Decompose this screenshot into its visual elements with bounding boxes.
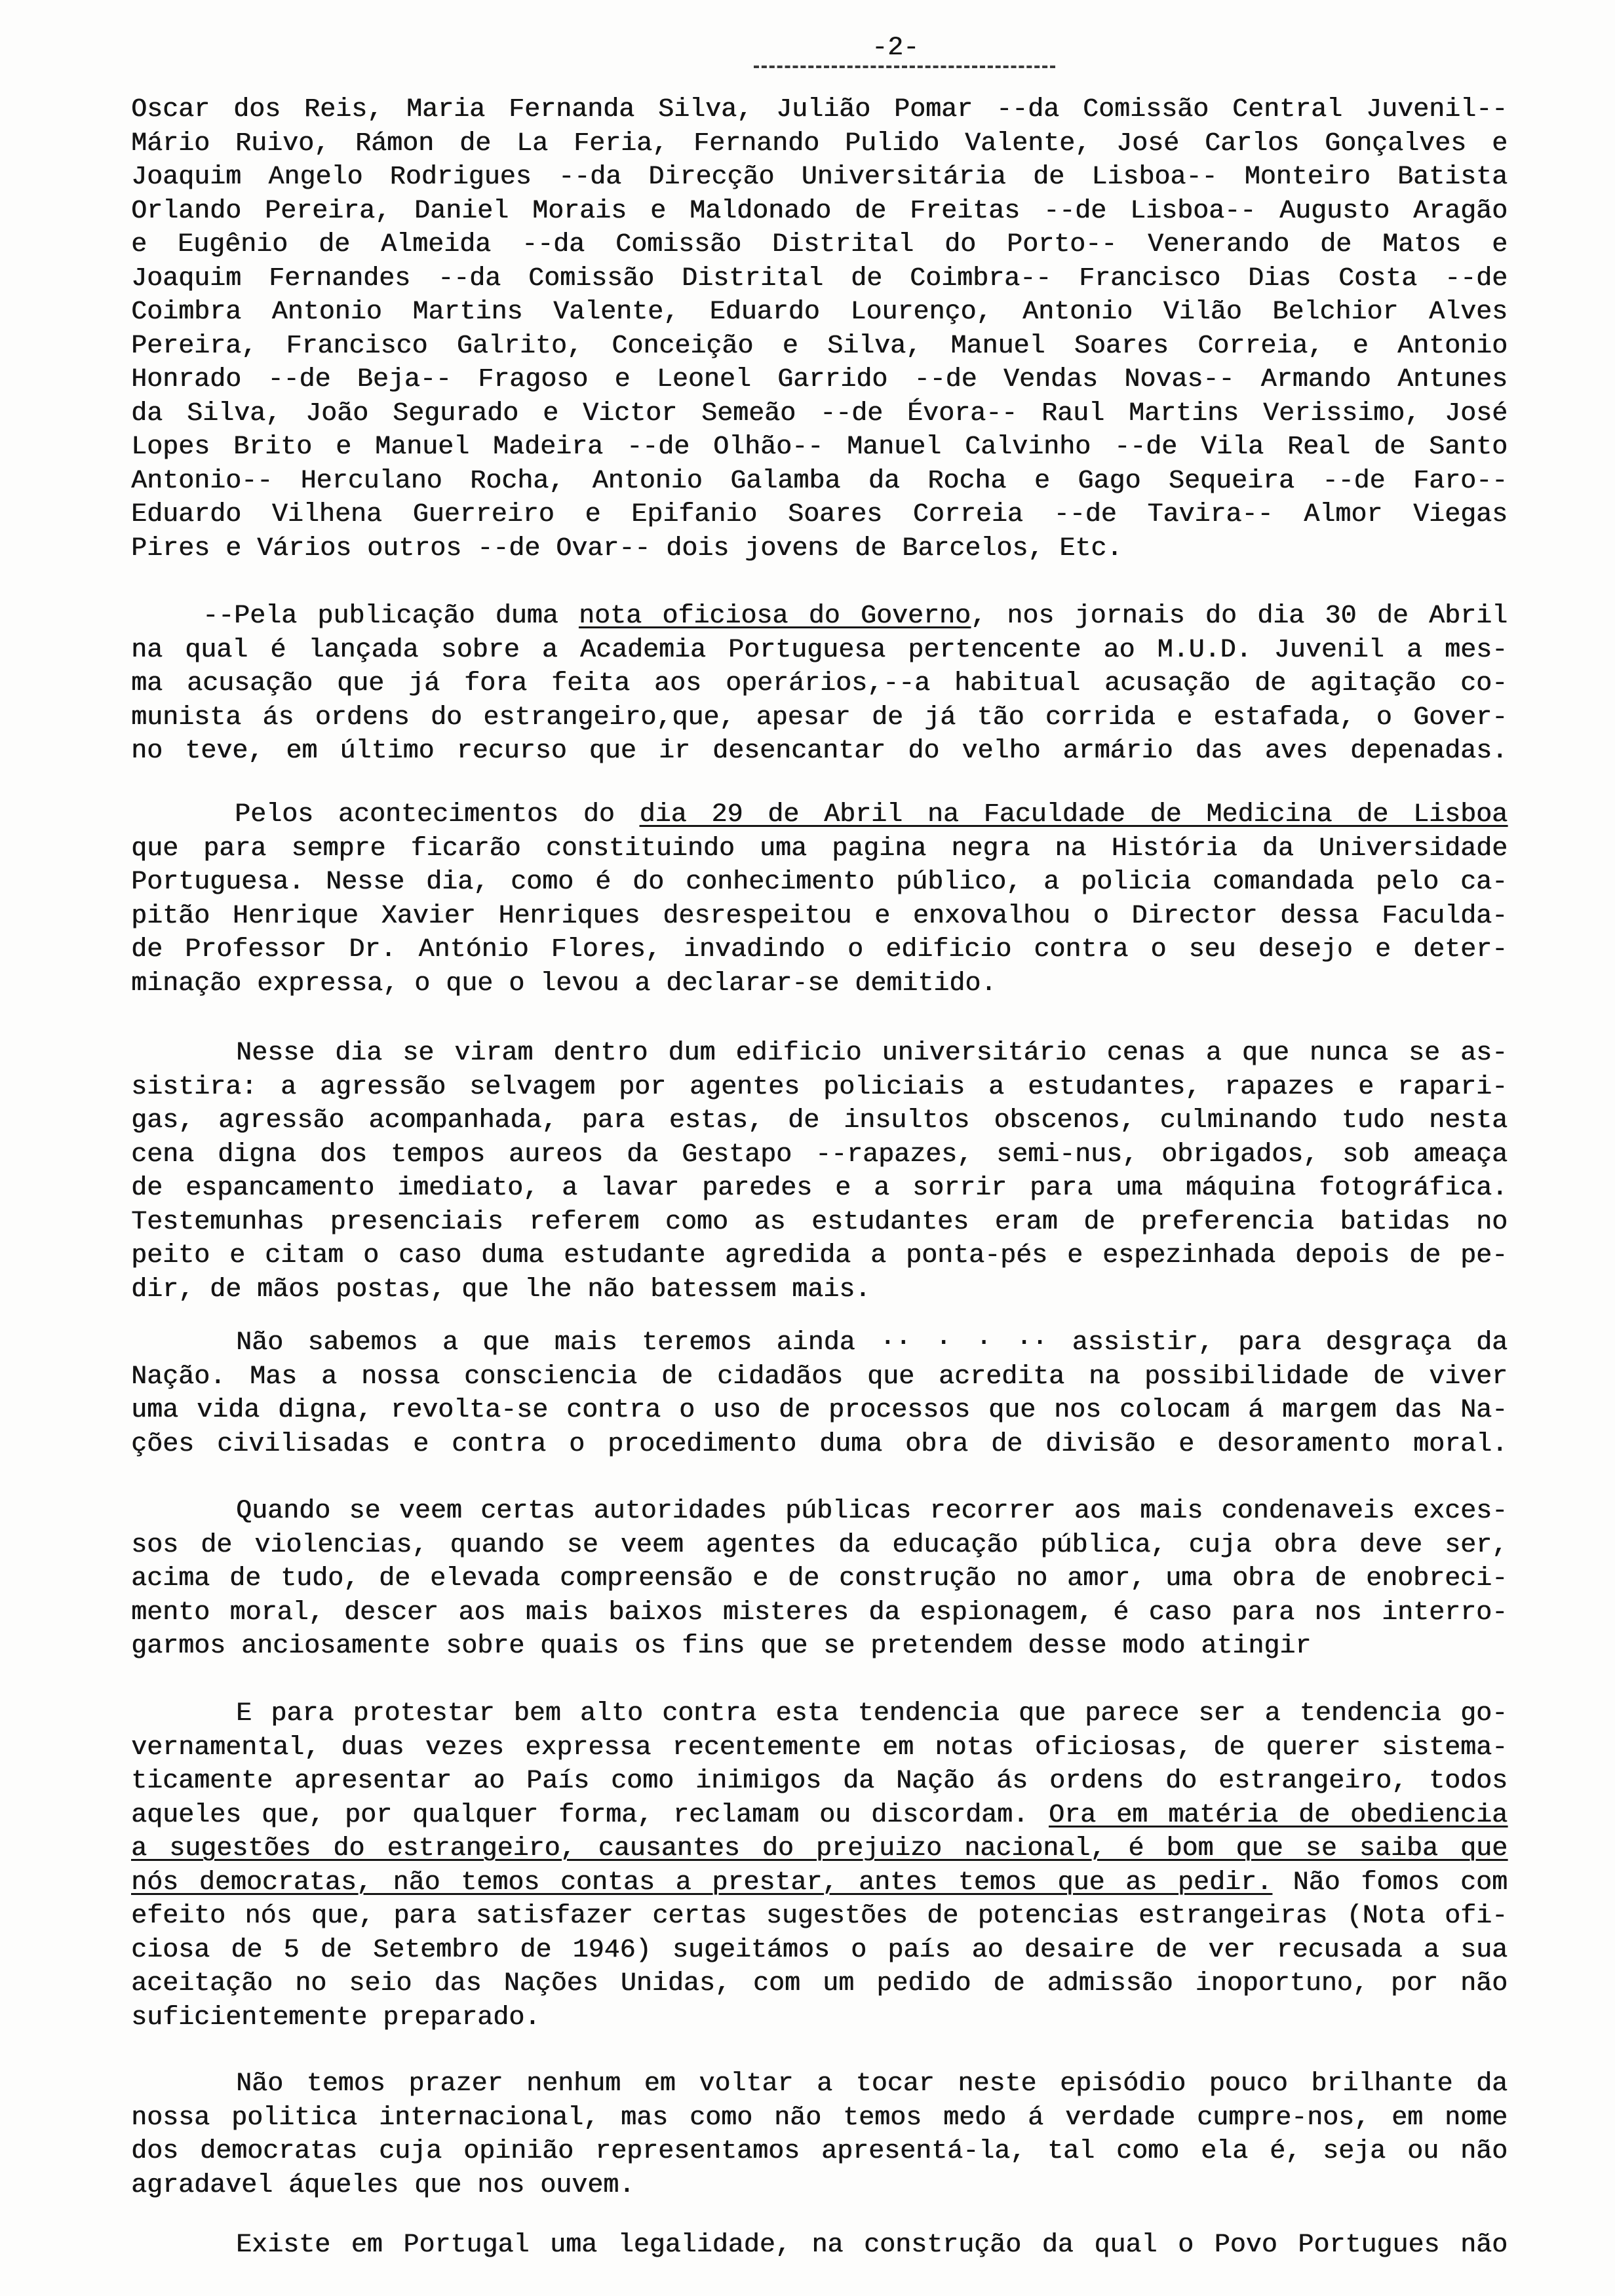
paragraph-april-29-events <box>131 798 1508 1001</box>
text-line <box>131 1172 1508 1206</box>
text-line <box>131 228 1508 262</box>
text-line <box>131 1138 1508 1172</box>
text-line <box>131 1765 1508 1799</box>
text-line <box>131 1832 1508 1866</box>
paragraph-protest <box>131 1697 1508 2035</box>
text-line <box>131 1967 1508 2001</box>
text-line <box>131 1900 1508 1934</box>
line-text: Pelos acontecimentos do <box>235 800 640 830</box>
text-line <box>131 127 1508 161</box>
line-text: acima de tudo, de elevada compreensão e de construção no amor, uma obra de enobreci- <box>131 1564 1508 1594</box>
line-text: mento moral, descer aos mais baixos misteres da espionagem, é caso para nos interro- <box>131 1598 1508 1628</box>
text-line <box>131 735 1508 769</box>
text-line <box>131 1630 1508 1664</box>
line-text: nossa politica internacional, mas como não temos medo á verdade cumpre-nos, em nome <box>131 2103 1508 2133</box>
line-text: e Eugênio de Almeida --da Comissão Distrital do Porto-- Venerando de Matos e <box>131 230 1508 259</box>
line-text: de Professor Dr. António Flores, invadindo o edificio contra o seu desejo e deter- <box>131 935 1508 965</box>
line-text: uma vida digna, revolta-se contra o uso de processos que nos colocam á margem das Na- <box>131 1396 1508 1425</box>
line-text: Lopes Brito e Manuel Madeira --de Olhão-- Manuel Calvinho --de Vila Real de Santo <box>131 432 1508 462</box>
line-text: Não sabemos a que mais teremos ainda ·· · · ·· assistir, para desgraça da <box>236 1328 1508 1358</box>
line-text: munista ás ordens do estrangeiro,que, apesar de já tão corrida e estafada, o Gover- <box>131 702 1508 733</box>
line-text: Testemunhas presenciais referem como as estudantes eram de preferencia batidas no <box>131 1207 1508 1237</box>
line-text: vernamental, duas vezes expressa recentemente em notas oficiosas, de querer sistema- <box>131 1732 1508 1763</box>
line-text: peito e citam o caso duma estudante agredida a ponta-pés e espezinhada depois de pe- <box>131 1241 1508 1271</box>
text-line <box>131 1394 1508 1428</box>
text-line <box>131 2135 1508 2169</box>
underlined-text: nós democratas, não temos contas a prestar, antes temos que as pedir. <box>131 1867 1272 1898</box>
text-line <box>131 1206 1508 1240</box>
text-line <box>131 967 1508 1001</box>
underlined-text: nota oficiosa do Governo <box>578 602 971 631</box>
text-line <box>131 2169 1508 2203</box>
line-text: Pires e Vários outros --de Ovar-- dois jovens de Barcelos, Etc. <box>131 533 1123 564</box>
text-line <box>131 1326 1508 1360</box>
line-text: cena digna dos tempos aureos da Gestapo --rapazes, semi-nus, obrigados, sob ameaça <box>131 1139 1508 1170</box>
text-line <box>131 93 1508 127</box>
text-line <box>131 2229 1508 2263</box>
text-line <box>131 1071 1508 1105</box>
text-line <box>131 832 1508 866</box>
paragraph-civic-conscience <box>131 1326 1508 1461</box>
text-line <box>131 195 1508 229</box>
text-line <box>131 330 1508 364</box>
text-line <box>131 397 1508 431</box>
paragraph-truth <box>131 2067 1508 2202</box>
line-text: Joaquim Angelo Rodrigues --da Direcção Universitária de Lisboa-- Monteiro Batista <box>131 163 1508 192</box>
text-line <box>131 1239 1508 1273</box>
line-text: aqueles que, por qualquer forma, reclamam ou discordam. <box>131 1800 1049 1830</box>
text-line <box>131 1529 1508 1563</box>
line-text: sistira: a agressão selvagem por agentes policiais a estudantes, rapazes e rapari- <box>131 1072 1508 1102</box>
text-line <box>131 161 1508 195</box>
line-text: Eduardo Vilhena Guerreiro e Epifanio Soares Correia --de Tavira-- Almor Viegas <box>131 500 1508 529</box>
paragraph-police-aggression <box>131 1037 1508 1307</box>
underlined-text: Ora em matéria de obediencia <box>1049 1800 1508 1830</box>
line-text: , nos jornais do dia 30 de Abril <box>970 602 1508 631</box>
line-text: agradavel áqueles que nos ouvem. <box>131 2170 635 2200</box>
text-line <box>131 1562 1508 1596</box>
line-text: gas, agressão acompanhada, para estas, de insultos obscenos, culminando tudo nesta <box>131 1106 1508 1136</box>
text-line <box>131 1866 1508 1900</box>
text-line <box>131 701 1508 735</box>
line-text: aceitação no seio das Nações Unidas, com um pedido de admissão inoportuno, por não <box>131 1969 1508 1999</box>
line-text: da Silva, João Segurado e Victor Semeão --de Évora-- Raul Martins Verissimo, José <box>131 398 1508 429</box>
line-text: Orlando Pereira, Daniel Morais e Maldonado de Freitas --de Lisboa-- Augusto Aragão <box>131 196 1508 226</box>
text-line <box>131 866 1508 900</box>
line-text: Joaquim Fernandes --da Comissão Distrital de Coimbra-- Francisco Dias Costa --de <box>131 263 1508 294</box>
line-text: Não fomos com <box>1272 1867 1508 1898</box>
line-text: Nesse dia se viram dentro dum edificio universitário cenas a que nunca se as- <box>236 1039 1508 1068</box>
text-line <box>131 2001 1508 2035</box>
text-line <box>131 600 1508 634</box>
text-line <box>131 667 1508 701</box>
text-line <box>131 798 1508 832</box>
line-text: ticamente apresentar ao País como inimigos da Nação ás ordens do estrangeiro, todos <box>131 1767 1508 1796</box>
line-text: Oscar dos Reis, Maria Fernanda Silva, Julião Pomar --da Comissão Central Juvenil-- <box>131 95 1508 124</box>
line-text: minação expressa, o que o levou a declarar-se demitido. <box>131 968 997 999</box>
text-line <box>131 363 1508 397</box>
underlined-text: dia 29 de Abril na Faculdade de Medicina de Lisboa <box>639 800 1508 830</box>
line-text: sos de violencias, quando se veem agentes da educação pública, cuja obra deve ser, <box>131 1530 1508 1560</box>
text-line <box>131 1596 1508 1630</box>
line-text: dir, de mãos postas, que lhe não batessem mais. <box>131 1274 871 1305</box>
underlined-text: a sugestões do estrangeiro, causantes do prejuizo nacional, é bom que se saiba que <box>131 1834 1508 1864</box>
line-text: no teve, em último recurso que ir desencantar do velho armário das aves depenadas. <box>131 737 1508 766</box>
line-text: Existe em Portugal uma legalidade, na construção da qual o Povo Portugues não <box>236 2230 1508 2260</box>
text-line <box>131 2101 1508 2135</box>
text-line <box>131 634 1508 668</box>
paragraph-legality <box>131 2229 1508 2263</box>
text-line <box>131 900 1508 934</box>
text-line <box>131 498 1508 532</box>
line-text: ções civilisadas e contra o procedimento duma obra de divisão e desoramento moral. <box>131 1429 1508 1459</box>
line-text: --Pela publicação duma <box>203 602 579 631</box>
line-text: pitão Henrique Xavier Henriques desrespeitou e enxovalhou o Director dessa Faculda- <box>131 901 1508 931</box>
text-line <box>131 933 1508 967</box>
text-line <box>131 262 1508 296</box>
line-text: efeito nós que, para satisfazer certas sugestões de potencias estrangeiras (Nota ofi- <box>131 1902 1508 1931</box>
line-text: Mário Ruivo, Rámon de La Feria, Fernando Pulido Valente, José Carlos Gonçalves e <box>131 128 1508 159</box>
line-text: Pereira, Francisco Galrito, Conceição e Silva, Manuel Soares Correia, e Antonio <box>131 331 1508 361</box>
line-text: na qual é lançada sobre a Academia Portuguesa pertencente ao M.U.D. Juvenil a mes- <box>131 635 1508 665</box>
text-line <box>131 1037 1508 1071</box>
line-text: garmos anciosamente sobre quais os fins que se pretendem desse modo atingir <box>131 1632 1312 1661</box>
line-text: dos democratas cuja opinião representamos apresentá-la, tal como ela é, seja ou não <box>131 2137 1508 2166</box>
line-text: de espancamento imediato, a lavar paredes e a sorrir para uma máquina fotográfica. <box>131 1174 1508 1203</box>
paragraph-authorities <box>131 1495 1508 1664</box>
line-text: Quando se veem certas autoridades públicas recorrer aos mais condenaveis exces- <box>236 1497 1508 1526</box>
line-text: que para sempre ficarão constituindo uma pagina negra na História da Universidade <box>131 833 1508 864</box>
text-line <box>131 430 1508 465</box>
page-number: -2- <box>871 33 919 63</box>
text-line <box>131 1934 1508 1968</box>
text-line <box>131 1495 1508 1529</box>
text-line <box>131 1799 1508 1833</box>
paragraph-signatories <box>131 93 1508 565</box>
text-line <box>131 1731 1508 1765</box>
line-text: ciosa de 5 de Setembro de 1946) sugeitámos o país ao desaire de ver recusada a sua <box>131 1935 1508 1965</box>
text-line <box>131 1273 1508 1307</box>
paragraph-official-note <box>131 600 1508 769</box>
line-text: ma acusação que já fora feita aos operários,--a habitual acusação de agitação co- <box>131 669 1508 698</box>
text-line <box>131 1428 1508 1462</box>
line-text: Honrado --de Beja-- Fragoso e Leonel Garrido --de Vendas Novas-- Armando Antunes <box>131 365 1508 394</box>
line-text: Antonio-- Herculano Rocha, Antonio Galamba da Rocha e Gago Sequeira --de Faro-- <box>131 466 1508 496</box>
text-line <box>131 532 1508 566</box>
line-text: Portuguesa. Nesse dia, como é do conhecimento público, a policia comandada pelo ca- <box>131 868 1508 897</box>
header-rule <box>754 66 1055 68</box>
text-line <box>131 1697 1508 1731</box>
line-text: suficientemente preparado. <box>131 2002 541 2033</box>
text-line <box>131 296 1508 330</box>
text-line <box>131 1360 1508 1394</box>
text-line <box>131 465 1508 499</box>
line-text: Não temos prazer nenhum em voltar a tocar neste episódio pouco brilhante da <box>236 2069 1508 2099</box>
line-text: E para protestar bem alto contra esta tendencia que parece ser a tendencia go- <box>236 1699 1508 1729</box>
line-text: Coimbra Antonio Martins Valente, Eduardo Lourenço, Antonio Vilão Belchior Alves <box>131 297 1508 327</box>
line-text: Nação. Mas a nossa consciencia de cidadãos que acredita na possibilidade de viver <box>131 1362 1508 1392</box>
text-line <box>131 1104 1508 1138</box>
text-line <box>131 2067 1508 2101</box>
